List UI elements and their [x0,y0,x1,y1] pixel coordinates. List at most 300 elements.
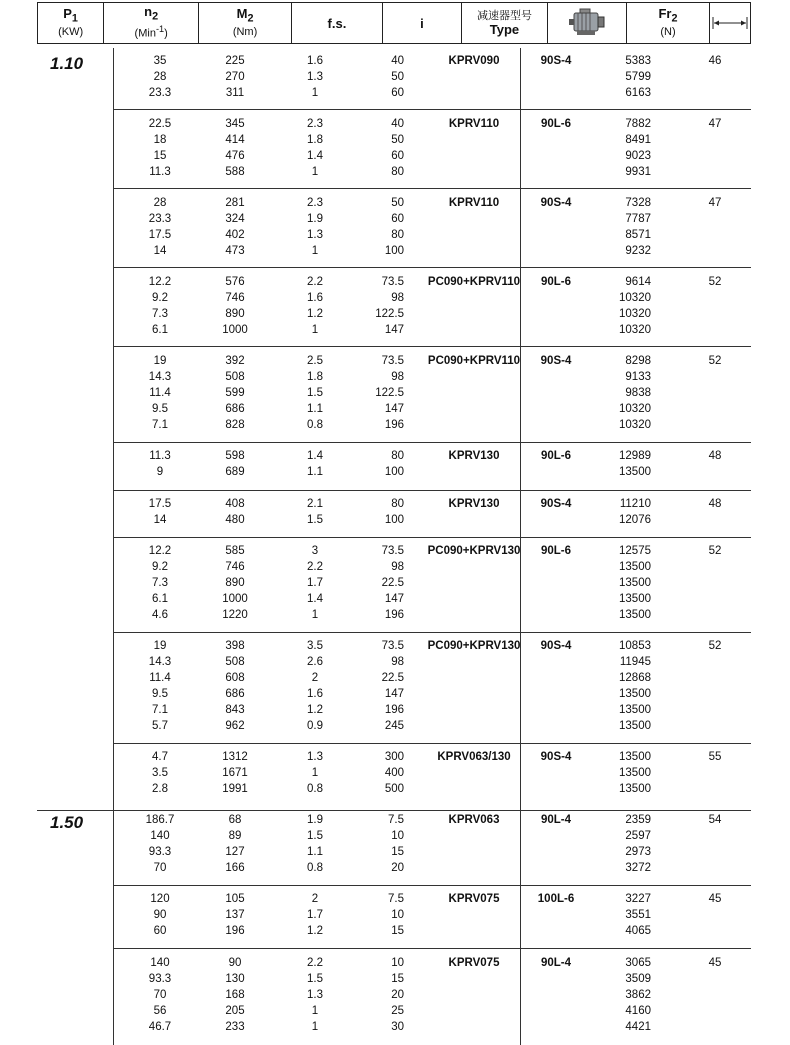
dimension-value: 45 [708,957,722,969]
m2-cell: 1991 [222,782,248,795]
fs-cell: 1.6 [307,291,323,304]
reducer-type: KPRV090 [448,55,500,67]
block-divider [113,267,751,268]
m2-cell: 168 [225,988,245,1001]
fr2-cell: 10320 [619,402,651,415]
fs-cell: 3 [311,545,319,557]
reducer-type: KPRV110 [448,118,500,130]
fr2-cell: 3862 [625,988,651,1001]
fs-cell: 1.8 [307,370,323,383]
m2-cell: 890 [225,307,245,320]
fr2-cell: 10320 [619,291,651,304]
n2-cell: 140 [150,829,170,842]
i-cell: 196 [384,418,404,431]
m2-cell: 1000 [222,323,248,336]
i-cell: 50 [391,133,404,146]
fr2-cell: 5799 [625,70,651,83]
reducer-type: PC090+KPRV130 [427,545,521,557]
motor-code: 90L-6 [540,276,572,288]
block-divider [113,885,751,886]
i-cell: 50 [391,70,404,83]
m2-cell: 599 [225,386,245,399]
i-cell: 500 [384,782,404,795]
n2-cell: 56 [153,1004,167,1017]
i-cell: 147 [384,323,404,336]
m2-cell: 105 [225,893,245,905]
n2-cell: 120 [150,893,170,905]
dimension-value: 48 [708,450,722,462]
header-type: 减速器型号 Type [462,3,548,43]
m2-cell: 270 [225,70,245,83]
i-cell: 245 [384,719,404,732]
fs-cell: 0.8 [307,782,323,795]
m2-cell: 225 [225,55,245,67]
i-cell: 15 [391,972,404,985]
motor-code: 90L-6 [540,450,572,462]
fr2-cell: 8298 [625,355,651,367]
reducer-type: PC090+KPRV110 [427,355,521,367]
fs-cell: 2.3 [307,118,323,130]
dimension-value: 52 [708,545,722,557]
fs-cell: 1 [311,766,319,779]
n2-cell: 6.1 [152,592,168,605]
fr2-cell: 10320 [619,307,651,320]
n2-cell: 7.1 [152,418,168,431]
n2-cell: 17.5 [148,228,172,241]
fs-cell: 1.5 [307,829,323,842]
block-divider [113,346,751,347]
i-cell: 147 [384,402,404,415]
block-divider [113,743,751,744]
power-value: 1.50 [50,813,84,832]
block-divider [113,948,751,949]
i-cell: 122.5 [375,386,404,399]
m2-cell: 689 [225,465,245,478]
motor-code: 90S-4 [540,355,572,367]
fs-cell: 1.2 [307,703,323,716]
fr2-cell: 6163 [625,86,651,99]
fs-cell: 1.3 [307,988,323,1001]
m2-cell: 324 [225,212,245,225]
i-cell: 50 [391,197,404,209]
n2-cell: 11.4 [149,386,171,399]
power-group-divider [37,810,751,811]
n2-cell: 2.8 [152,782,168,795]
fs-cell: 2.1 [307,498,323,510]
reducer-type: KPRV130 [448,498,500,510]
fr2-cell: 10320 [619,323,651,336]
fr2-cell: 3551 [625,908,651,921]
fs-cell: 2 [311,671,319,684]
i-cell: 98 [391,370,404,383]
m2-cell: 588 [225,165,245,178]
m2-cell: 576 [225,276,245,288]
dimension-value: 47 [708,197,722,209]
m2-cell: 281 [225,197,245,209]
n2-cell: 3.5 [152,766,168,779]
n2-cell: 186.7 [145,814,175,826]
n2-cell: 93.3 [148,845,172,858]
fs-cell: 1.8 [307,133,323,146]
i-cell: 196 [384,608,404,621]
i-cell: 7.5 [388,893,404,905]
i-cell: 60 [391,86,404,99]
fr2-cell: 11210 [619,498,651,510]
i-cell: 300 [384,751,404,763]
m2-cell: 962 [225,719,245,732]
fr2-cell: 7882 [625,118,651,130]
i-cell: 40 [391,55,404,67]
reducer-type: KPRV075 [448,957,500,969]
n2-cell: 46.7 [148,1020,172,1033]
dimension-value: 48 [708,498,722,510]
i-cell: 73.5 [381,276,404,288]
n2-cell: 19 [153,355,167,367]
fr2-cell: 13500 [619,608,651,621]
fr2-cell: 13500 [619,703,651,716]
m2-cell: 414 [225,133,245,146]
n2-cell: 70 [153,988,167,1001]
block-divider [113,188,751,189]
m2-cell: 508 [225,655,245,668]
m2-cell: 90 [228,957,242,969]
fr2-cell: 12989 [619,450,651,462]
i-cell: 15 [391,845,404,858]
fr2-cell: 13500 [619,751,651,763]
dimension-value: 54 [708,814,722,826]
fr2-cell: 2597 [625,829,651,842]
m2-cell: 205 [225,1004,245,1017]
i-cell: 80 [391,165,404,178]
dimension-value: 47 [708,118,722,130]
fr2-cell: 12575 [619,545,651,557]
fr2-cell: 2359 [625,814,651,826]
m2-cell: 476 [225,149,245,162]
fs-cell: 0.9 [307,719,323,732]
fs-cell: 1.3 [307,751,323,763]
fs-cell: 1.3 [307,228,323,241]
header-n2: $n_2$ (Min$^{-1}$) [104,3,199,43]
i-cell: 80 [391,450,404,462]
i-cell: 400 [384,766,404,779]
fr2-cell: 13500 [619,465,651,478]
i-cell: 100 [384,465,404,478]
reducer-type: KPRV063/130 [437,751,511,763]
motor-code: 90L-6 [540,545,572,557]
motor-code: 90S-4 [540,498,572,510]
motor-code: 90S-4 [540,55,572,67]
fs-cell: 1.9 [307,212,323,225]
i-cell: 10 [391,957,404,969]
fr2-cell: 12076 [619,513,651,526]
m2-cell: 398 [225,640,245,652]
dimension-value: 52 [708,276,722,288]
motor-code: 90S-4 [540,751,572,763]
m2-cell: 1220 [222,608,248,621]
fr2-cell: 7787 [625,212,651,225]
motor-code: 90L-4 [540,814,572,826]
fr2-cell: 9931 [625,165,651,178]
fr2-cell: 13500 [619,560,651,573]
m2-cell: 345 [225,118,245,130]
i-cell: 15 [391,924,404,937]
m2-cell: 1000 [222,592,248,605]
reducer-type: PC090+KPRV110 [427,276,521,288]
fs-cell: 1 [311,244,319,257]
fr2-cell: 13500 [619,719,651,732]
block-divider [113,109,751,110]
fs-cell: 1.2 [307,924,323,937]
motor-code: 90S-4 [540,640,572,652]
n2-cell: 35 [153,55,167,67]
fs-cell: 1 [311,86,319,99]
motor-code: 90L-4 [540,957,572,969]
n2-cell: 18 [153,133,167,146]
i-cell: 196 [384,703,404,716]
fs-cell: 0.8 [307,861,323,874]
i-cell: 98 [391,560,404,573]
i-cell: 100 [384,244,404,257]
i-cell: 40 [391,118,404,130]
i-cell: 98 [391,291,404,304]
n2-cell: 12.2 [148,545,172,557]
column-divider [113,48,114,1045]
fs-cell: 1.7 [307,576,323,589]
fs-cell: 1.6 [307,687,323,700]
fs-cell: 1.5 [307,972,323,985]
block-divider [113,442,751,443]
m2-cell: 392 [225,355,245,367]
header-i: i [383,3,462,43]
m2-cell: 196 [225,924,245,937]
m2-cell: 746 [225,291,245,304]
block-divider [113,632,751,633]
n2-cell: 14 [153,513,167,526]
m2-cell: 686 [225,402,245,415]
i-cell: 100 [384,513,404,526]
reducer-type: KPRV130 [448,450,500,462]
fr2-cell: 8571 [625,228,651,241]
i-cell: 147 [384,592,404,605]
fr2-cell: 12868 [619,671,651,684]
n2-cell: 28 [153,70,167,83]
dimension-value: 46 [708,55,722,67]
m2-cell: 68 [228,814,242,826]
m2-cell: 402 [225,228,245,241]
n2-cell: 9 [156,465,164,478]
fs-cell: 1.5 [307,513,323,526]
fr2-cell: 9023 [625,149,651,162]
fs-cell: 2.2 [307,957,323,969]
fs-cell: 1.9 [307,814,323,826]
fr2-cell: 9614 [625,276,651,288]
n2-cell: 14 [153,244,167,257]
n2-cell: 4.7 [152,751,168,763]
n2-cell: 11.3 [149,450,171,462]
i-cell: 73.5 [381,545,404,557]
fr2-cell: 10853 [619,640,651,652]
power-value: 1.10 [50,54,84,73]
fs-cell: 1.4 [307,149,323,162]
fs-cell: 0.8 [307,418,323,431]
dimension-value: 55 [708,751,722,763]
fr2-cell: 9838 [625,386,651,399]
n2-cell: 12.2 [148,276,172,288]
i-cell: 147 [384,687,404,700]
n2-cell: 28 [153,197,167,209]
i-cell: 7.5 [388,814,404,826]
reducer-type: KPRV075 [448,893,500,905]
n2-cell: 60 [153,924,167,937]
m2-cell: 127 [225,845,245,858]
fr2-cell: 4065 [625,924,651,937]
header-fr2: $Fr_2$ (N) [627,3,710,43]
i-cell: 73.5 [381,640,404,652]
n2-cell: 23.3 [148,212,172,225]
dimension-icon [710,3,750,43]
m2-cell: 508 [225,370,245,383]
fr2-cell: 4160 [625,1004,651,1017]
fs-cell: 1.1 [307,845,323,858]
n2-cell: 14.3 [148,655,172,668]
fs-cell: 2.3 [307,197,323,209]
fs-cell: 2.2 [307,560,323,573]
n2-cell: 11.4 [149,671,171,684]
fs-cell: 1 [311,608,319,621]
fs-cell: 1.5 [307,386,323,399]
fs-cell: 1.3 [307,70,323,83]
fs-cell: 1 [311,1004,319,1017]
n2-cell: 19 [153,640,167,652]
fr2-cell: 11945 [619,655,651,668]
fs-cell: 2.5 [307,355,323,367]
i-cell: 80 [391,228,404,241]
n2-cell: 6.1 [152,323,168,336]
fr2-cell: 10320 [619,418,651,431]
fs-cell: 1.1 [307,402,323,415]
n2-cell: 9.2 [152,560,168,573]
m2-cell: 473 [225,244,245,257]
n2-cell: 14.3 [148,370,172,383]
block-divider [113,490,751,491]
fs-cell: 2.2 [307,276,323,288]
n2-cell: 9.5 [152,687,168,700]
i-cell: 98 [391,655,404,668]
fs-cell: 1.1 [307,465,323,478]
fr2-cell: 13500 [619,592,651,605]
fs-cell: 1.6 [307,55,323,67]
i-cell: 22.5 [381,671,404,684]
reducer-type: KPRV063 [448,814,500,826]
i-cell: 80 [391,498,404,510]
n2-cell: 23.3 [148,86,172,99]
fr2-cell: 13500 [619,766,651,779]
i-cell: 20 [391,988,404,1001]
fs-cell: 3.5 [307,640,323,652]
n2-cell: 15 [153,149,167,162]
i-cell: 122.5 [375,307,404,320]
n2-cell: 90 [153,908,167,921]
m2-cell: 480 [225,513,245,526]
m2-cell: 233 [225,1020,245,1033]
n2-cell: 11.3 [149,165,171,178]
m2-cell: 585 [225,545,245,557]
fr2-cell: 8491 [625,133,651,146]
fr2-cell: 3272 [625,861,651,874]
n2-cell: 9.5 [152,402,168,415]
n2-cell: 4.6 [152,608,168,621]
i-cell: 20 [391,861,404,874]
m2-cell: 598 [225,450,245,462]
i-cell: 30 [391,1020,404,1033]
n2-cell: 17.5 [148,498,172,510]
reducer-type: PC090+KPRV130 [427,640,521,652]
n2-cell: 5.7 [152,719,168,732]
i-cell: 25 [391,1004,404,1017]
m2-cell: 686 [225,687,245,700]
fs-cell: 2.6 [307,655,323,668]
n2-cell: 7.3 [152,576,168,589]
m2-cell: 311 [225,86,245,99]
i-cell: 60 [391,149,404,162]
motor-code: 90S-4 [540,197,572,209]
dimension-value: 52 [708,355,722,367]
fs-cell: 2 [311,893,319,905]
m2-cell: 130 [225,972,245,985]
fr2-cell: 7328 [625,197,651,209]
fr2-cell: 3065 [625,957,651,969]
fr2-cell: 9133 [625,370,651,383]
m2-cell: 843 [225,703,245,716]
fr2-cell: 2973 [625,845,651,858]
fr2-cell: 3509 [625,972,651,985]
n2-cell: 7.3 [152,307,168,320]
motor-icon [548,3,627,43]
n2-cell: 70 [153,861,167,874]
dimension-value: 52 [708,640,722,652]
motor-code: 100L-6 [537,893,575,905]
m2-cell: 408 [225,498,245,510]
m2-cell: 1671 [222,766,248,779]
m2-cell: 137 [225,908,245,921]
header-fs: f.s. [292,3,383,43]
dimension-value: 45 [708,893,722,905]
n2-cell: 140 [150,957,170,969]
fs-cell: 1.4 [307,592,323,605]
m2-cell: 608 [225,671,245,684]
m2-cell: 890 [225,576,245,589]
fr2-cell: 9232 [625,244,651,257]
fs-cell: 1 [311,323,319,336]
m2-cell: 746 [225,560,245,573]
i-cell: 10 [391,829,404,842]
m2-cell: 1312 [222,751,248,763]
fr2-cell: 13500 [619,687,651,700]
fr2-cell: 13500 [619,782,651,795]
fr2-cell: 3227 [625,893,651,905]
fs-cell: 1.2 [307,307,323,320]
fs-cell: 1.4 [307,450,323,462]
n2-cell: 9.2 [152,291,168,304]
i-cell: 60 [391,212,404,225]
header-p1: $P_1$ (KW) [38,3,104,43]
i-cell: 10 [391,908,404,921]
n2-cell: 93.3 [148,972,172,985]
block-divider [113,537,751,538]
fr2-cell: 13500 [619,576,651,589]
n2-cell: 7.1 [152,703,168,716]
fs-cell: 1 [311,1020,319,1033]
